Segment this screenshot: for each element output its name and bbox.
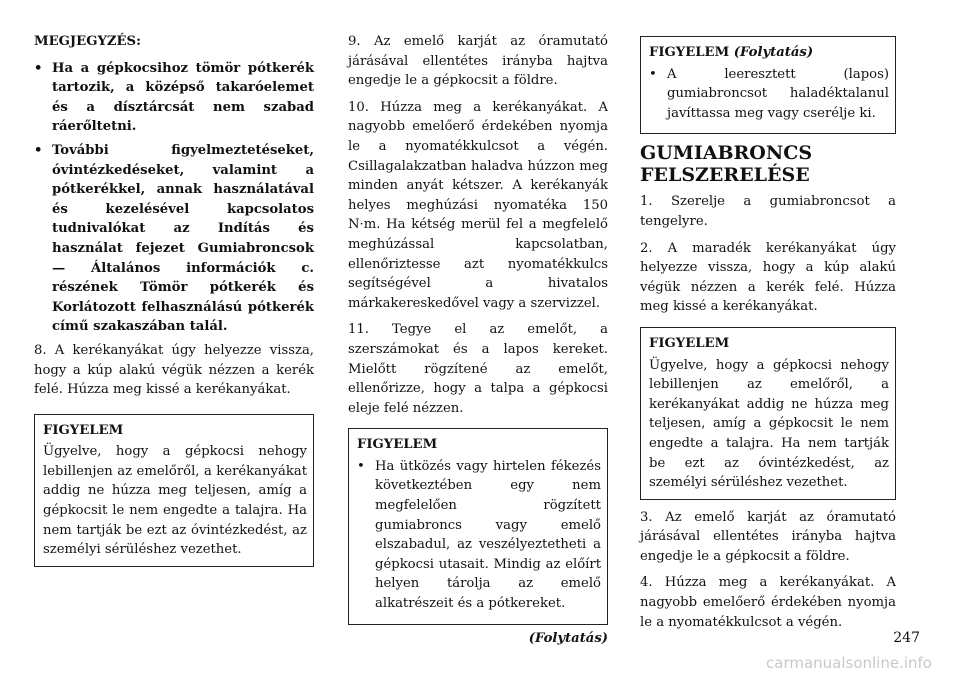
step-3: 3. Az emelő karját az óramutató járásával ellentétes irányba hajtva engedje le a gépkocsit a földre. [640,509,896,564]
section-heading: GUMIABRONCS FELSZERELÉSE [640,142,813,187]
note-item: • További figyelmeztetéseket, óvintézkedéseket, valamint a pótkerékkel, annak használatával és kezelésével kapcsolatos tudnivalókat az Indítás és használat fejezet Gumiabroncsok — Általános információk c. részének Tömör pótkerék és Korlátozott felhasználású pótkerék című szakaszában talál. [34,141,314,337]
warning-list [649,65,889,124]
step-11: 11. Tegye el az emelőt, a szerszámokat és a lapos kereket. Mielőtt rögzítené az emelőt, ellenőrizze, hogy a talpa a gépkocsi eleje felé nézzen. [348,322,608,416]
warning-box [34,414,314,567]
warning-list [357,457,601,614]
warning-item: • A leeresztett (lapos) gumiabroncsot haladéktalanul javíttassa meg vagy cserélje ki. [649,65,889,124]
column-left [34,32,314,575]
warning-title: FIGYELEM [43,422,124,438]
warning-text: Ügyelve, hogy a gépkocsi nehogy lebillenjen az emelőről, a kerékanyákat addig ne húzza meg teljesen, amíg a gépkocsit le nem engedte a talajra. Ha nem tartják be ezt az óvintézkedést, az személyi sérüléshez vezethet. [649,357,889,491]
warning-text: Ügyelve, hogy a gépkocsi nehogy lebillenjen az emelőről, a kerékanyákat addig ne húzza meg teljesen, amíg a gépkocsit le nem engedte a talajra. Ha nem tartják be ezt az óvintézkedést, az személyi sérüléshez vezethet. [43,444,307,558]
warning-box [348,428,608,624]
step-10: 10. Húzza meg a kerékanyákat. A nagyobb emelőerő érdekében nyomja le a nyomatékkulcsot a végén. Csillagalakzatban haladva húzzon meg minden anyát kétszer. A kerékanyák helyes meghúzási nyomatéka 150 N·m. Ha kétség merül fel a megfelelő meghúzással kapcsolatban, ellenőriztesse azt nyomatékkulcs segítségével a hivatalos márkakereskedővel vagy a szervizzel. [348,99,608,311]
warning-title: FIGYELEM [357,437,438,453]
note-item: • Ha a gépkocsihoz tömör pótkerék tartozik, a középső takaróelemet és a dísztárcsát nem szabad ráerőltetni. [34,59,314,137]
watermark: carmanualsonline.info [766,654,932,672]
page-number: 247 [893,630,920,646]
step-1: 1. Szerelje a gumiabroncsot a tengelyre. [640,194,896,229]
warning-title: FIGYELEM [649,335,730,351]
step-8: 8. A kerékanyákat úgy helyezze vissza, hogy a kúp alakú végük nézzen a kerék felé. Húzza meg kissé a kerékanyákat. [34,342,314,398]
note-heading: MEGJEGYZÉS: [34,34,141,49]
warning-title-text: FIGYELEM [649,45,730,60]
continued-label: (Folytatás) [528,630,608,646]
note-list [34,59,314,337]
warning-box [640,327,896,500]
step-9: 9. Az emelő karját az óramutató járásával ellentétes irányba hajtva engedje le a gépkocsit a földre. [348,34,608,89]
warning-title [649,43,889,63]
column-right [640,32,896,639]
warning-continued: (Folytatás) [733,45,814,60]
step-4: 4. Húzza meg a kerékanyákat. A nagyobb emelőerő érdekében nyomja le a nyomatékkulcsot a végén. [640,575,896,630]
warning-item: • Ha ütközés vagy hirtelen fékezés következtében egy nem megfelelően rögzített gumiabroncs vagy emelő elszabadul, az veszélyeztetheti a gépkocsi utasait. Mindig az előírt helyen tárolja az emelő alkatrészeit és a pótkereket. [357,457,601,614]
step-2: 2. A maradék kerékanyákat úgy helyezze vissza, hogy a kúp alakú végük nézzen a kerék felé. Húzza meg kissé a kerékanyákat. [640,240,896,315]
warning-box [640,36,896,134]
column-middle [348,32,608,655]
